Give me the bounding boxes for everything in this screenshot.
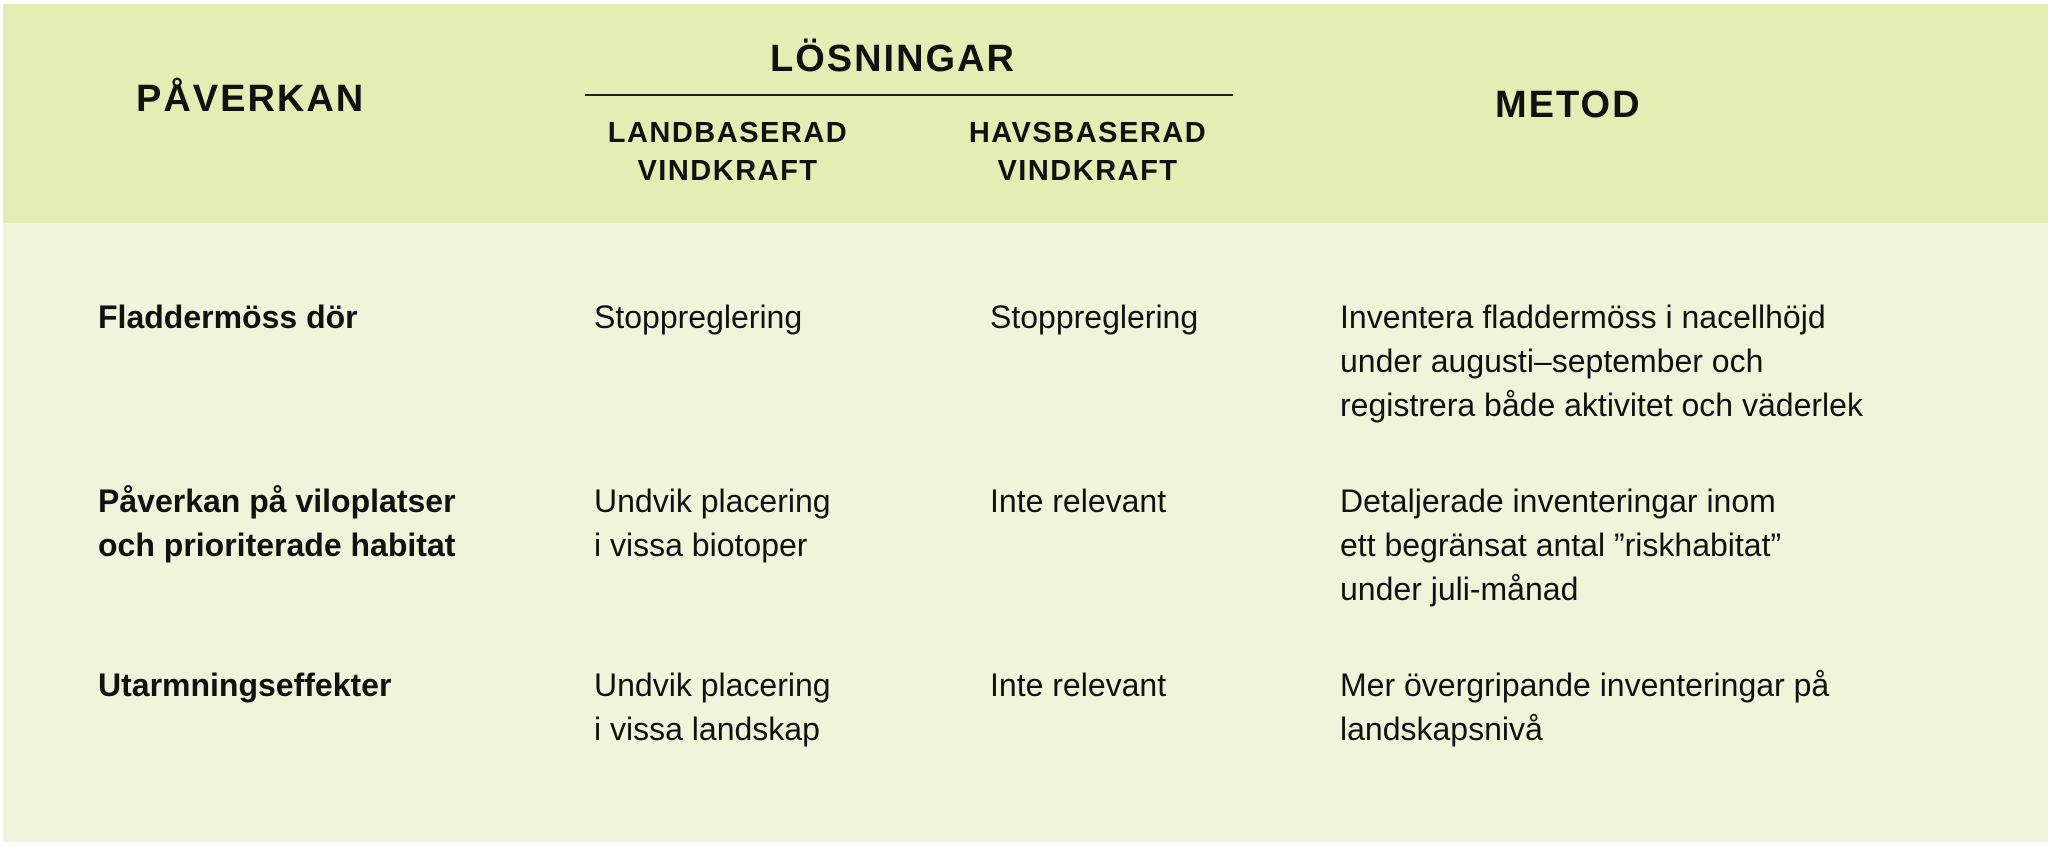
header-havsbaserad: HAVSBASERAD VINDKRAFT: [968, 117, 1208, 187]
row-1-metod: Inventera fladdermöss i nacellhöjd under augusti–september och registrera både aktivitet och väderlek: [1340, 299, 1863, 423]
row-3-havsbaserad: Inte relevant: [990, 667, 1167, 703]
row-1-landbaserad: Stoppreglering: [594, 299, 803, 335]
header-landbaserad: LANDBASERAD VINDKRAFT: [607, 117, 849, 187]
header-metod: METOD: [1495, 84, 1642, 126]
row-3-landbaserad: Undvik placering i vissa landskap: [594, 667, 831, 747]
header-paverkan: PÅVERKAN: [136, 78, 366, 120]
row-3-metod: Mer övergripande inventeringar på landskapsnivå: [1340, 667, 1830, 747]
table-header: [3, 4, 2048, 223]
row-1-paverkan: Fladdermöss dör: [98, 299, 358, 335]
header-divider: [585, 94, 1233, 96]
header-losningar: LÖSNINGAR: [770, 38, 1016, 80]
impact-table: [3, 4, 2048, 842]
row-2-havsbaserad: Inte relevant: [990, 483, 1167, 519]
row-1-havsbaserad: Stoppreglering: [990, 299, 1199, 335]
row-3-paverkan: Utarmningseffekter: [98, 667, 392, 703]
table-body: [3, 223, 2048, 842]
row-2-metod: Detaljerade inventeringar inom ett begränsat antal ”riskhabitat” under juli-månad: [1340, 483, 1782, 607]
row-2-paverkan: Påverkan på viloplatser och prioriterade habitat: [98, 483, 456, 563]
row-2-landbaserad: Undvik placering i vissa biotoper: [594, 483, 831, 563]
